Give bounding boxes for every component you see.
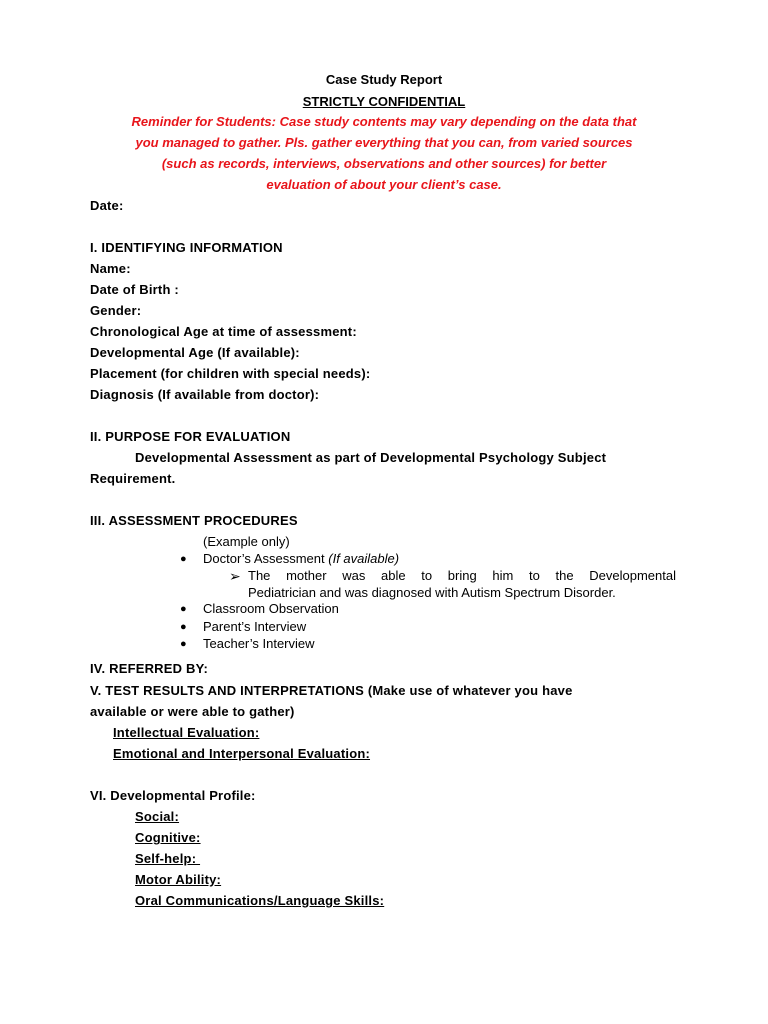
parents-interview-item: Parent’s Interview (203, 619, 307, 634)
purpose-text-line-2: Requirement. (90, 471, 176, 486)
arrow-bullet-icon: ➢ (229, 568, 241, 584)
doctor-assessment-item (203, 551, 399, 567)
developmental-age-field: Developmental Age (If available): (90, 345, 300, 360)
confidential-label (0, 94, 768, 110)
sub-item-line-1: The mother was able to bring him to the Developmental (248, 568, 676, 583)
purpose-text-line-1: Developmental Assessment as part of Developmental Psychology Subject (135, 450, 607, 465)
teachers-interview-item: Teacher’s Interview (203, 636, 315, 651)
reminder-line-4: evaluation of about your client’s case. (266, 177, 502, 192)
social-label: Social: (135, 809, 180, 824)
doctor-assessment-label: Doctor’s Assessment (203, 551, 325, 566)
emotional-evaluation-label: Emotional and Interpersonal Evaluation: (113, 746, 371, 761)
oral-communications-label: Oral Communications/Language Skills: (135, 893, 385, 908)
doctor-assessment-note: (If available) (328, 551, 400, 566)
reminder-line-2: you managed to gather. Pls. gather everything that you can, from varied sources (135, 135, 633, 150)
report-title: Case Study Report (325, 72, 443, 87)
placement-field: Placement (for children with special needs): (90, 366, 371, 381)
confidential-text: STRICTLY CONFIDENTIAL (302, 94, 466, 109)
classroom-observation-item: Classroom Observation (203, 601, 339, 616)
bullet-icon: ● (180, 553, 187, 565)
bullet-icon: ● (180, 621, 187, 633)
self-help-label: Self-help: (135, 851, 201, 866)
reminder-line-1: Reminder for Students: Case study contents may vary depending on the data that (131, 114, 637, 129)
section-5-heading-line-1: V. TEST RESULTS AND INTERPRETATIONS (Make use of whatever you have (90, 683, 573, 698)
chronological-age-field: Chronological Age at time of assessment: (90, 324, 357, 339)
section-3-heading: III. ASSESSMENT PROCEDURES (90, 513, 298, 528)
intellectual-evaluation-label: Intellectual Evaluation: (113, 725, 260, 740)
example-note: (Example only) (203, 534, 290, 549)
date-field: Date: (90, 198, 124, 213)
cognitive-label: Cognitive: (135, 830, 201, 845)
reminder-line-3: (such as records, interviews, observations and other sources) for better (161, 156, 607, 171)
section-5-heading-line-2: available or were able to gather) (90, 704, 295, 719)
bullet-icon: ● (180, 603, 187, 615)
section-2-heading: II. PURPOSE FOR EVALUATION (90, 429, 291, 444)
dob-field: Date of Birth : (90, 282, 179, 297)
section-1-heading: I. IDENTIFYING INFORMATION (90, 240, 283, 255)
bullet-icon: ● (180, 638, 187, 650)
motor-ability-label: Motor Ability: (135, 872, 222, 887)
diagnosis-field: Diagnosis (If available from doctor): (90, 387, 320, 402)
section-6-heading: VI. Developmental Profile: (90, 788, 256, 803)
section-4-heading: IV. REFERRED BY: (90, 661, 209, 676)
name-field: Name: (90, 261, 131, 276)
sub-item-line-2: Pediatrician and was diagnosed with Autism Spectrum Disorder. (248, 585, 616, 600)
gender-field: Gender: (90, 303, 142, 318)
